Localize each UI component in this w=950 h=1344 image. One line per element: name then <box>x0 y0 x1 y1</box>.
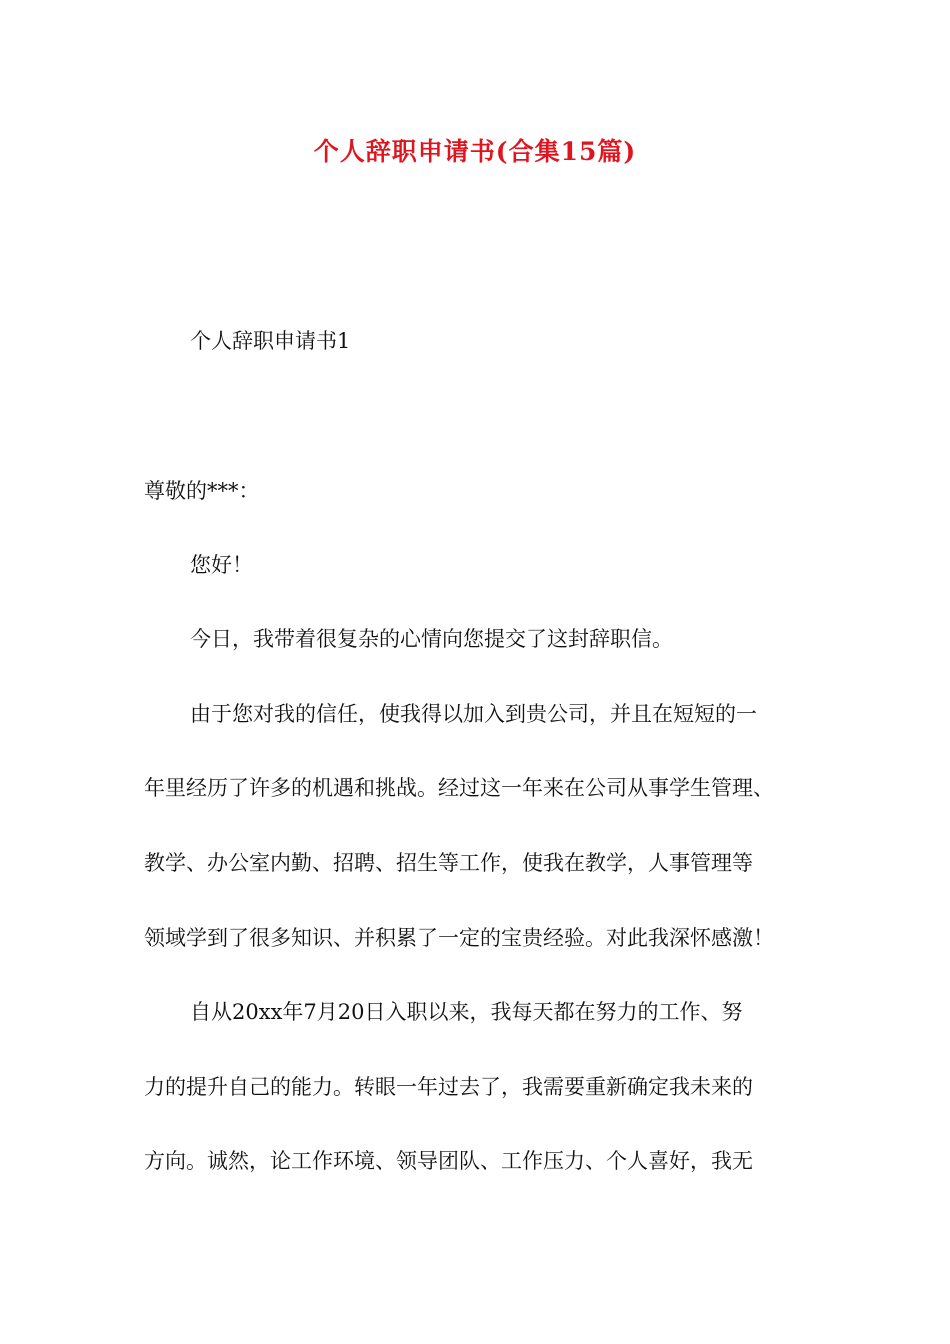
body-line: 教学、办公室内勤、招聘、招生等工作，使我在教学，人事管理等 <box>144 851 753 875</box>
body-line: 领域学到了很多知识、并积累了一定的宝贵经验。对此我深怀感激！ <box>144 926 774 950</box>
body-line: 方向。诚然，论工作环境、领导团队、工作压力、个人喜好，我无 <box>144 1149 753 1173</box>
body-line: 年里经历了许多的机遇和挑战。经过这一年来在公司从事学生管理、 <box>144 776 774 800</box>
salutation: 尊敬的***： <box>144 479 260 503</box>
document-title: 个人辞职申请书(合集15篇) <box>313 137 637 166</box>
greeting: 您好！ <box>190 553 253 577</box>
section-heading: 个人辞职申请书1 <box>190 329 351 353</box>
body-line: 由于您对我的信任，使我得以加入到贵公司，并且在短短的一 <box>190 702 757 726</box>
body-line: 今日，我带着很复杂的心情向您提交了这封辞职信。 <box>190 627 673 651</box>
body-line: 自从20xx年7月20日入职以来，我每天都在努力的工作、努 <box>190 1000 743 1024</box>
body-line: 力的提升自己的能力。转眼一年过去了，我需要重新确定我未来的 <box>144 1075 753 1099</box>
